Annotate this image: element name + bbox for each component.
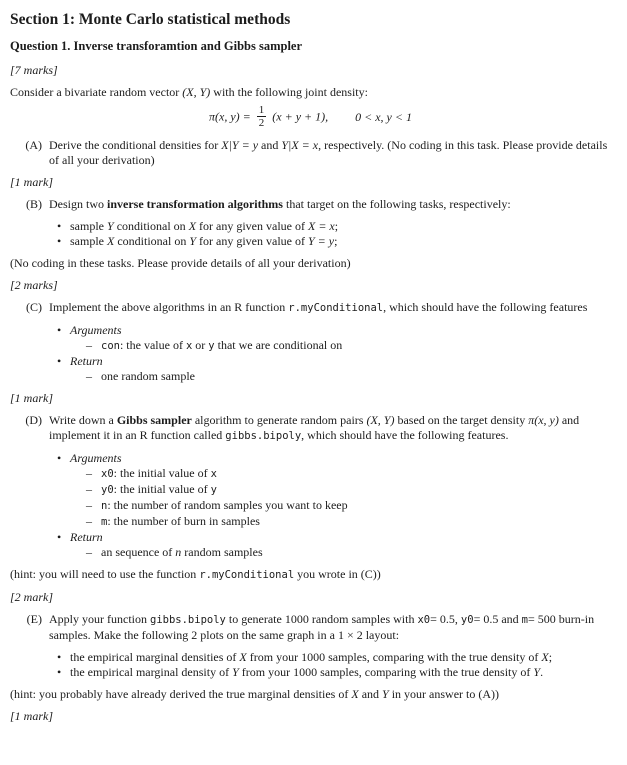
total-marks: [7 marks]	[10, 63, 58, 77]
part-b-bullet-1	[10, 219, 611, 234]
text-run: ;	[548, 650, 553, 664]
text-run: one random sample	[101, 369, 195, 383]
part-d-arg-m	[10, 514, 611, 530]
part-e-label: (E)	[26, 612, 42, 626]
text-run: for any given value of	[196, 219, 308, 233]
text-run: Y	[107, 219, 114, 233]
part-d-hint	[10, 567, 611, 583]
text-run: from your 1000 samples, comparing with the true density of	[246, 650, 542, 664]
text-run: x	[210, 468, 217, 480]
part-c-arguments-bullet	[10, 323, 611, 338]
fraction	[257, 104, 267, 129]
text-run: Derive the conditional densities for	[49, 138, 222, 152]
text-run: y	[208, 340, 215, 352]
text-run: , which should have the following features.	[301, 428, 509, 442]
part-e-text	[49, 612, 611, 643]
text-run: that target on the following tasks, respectively:	[282, 197, 511, 211]
intro-paragraph	[10, 85, 611, 100]
part-e-bullet-2	[10, 665, 611, 680]
text-run: Write down a	[49, 413, 117, 427]
text-run: x0	[417, 614, 431, 626]
part-c-return-desc-text	[101, 369, 195, 384]
part-d-arguments-label	[70, 451, 122, 466]
part-c-feature-list	[10, 323, 611, 384]
part-e-marks: [1 mark]	[10, 709, 54, 723]
text-run: conditional on	[114, 234, 190, 248]
part-c-item	[10, 300, 611, 316]
text-run: y0	[460, 614, 474, 626]
text-run: (X, Y)	[182, 85, 211, 99]
part-d-return-label	[70, 530, 103, 545]
text-run: y	[210, 484, 217, 496]
text-run: m	[101, 516, 108, 528]
text-run: and implement it in an R function called	[49, 413, 580, 442]
part-d-label: (D)	[25, 413, 42, 427]
text-run: X	[188, 219, 197, 233]
text-run: : the number of random samples you want to keep	[107, 498, 348, 512]
text-run: and	[258, 138, 282, 152]
text-run: Arguments	[70, 451, 122, 465]
part-c-label: (C)	[26, 300, 42, 314]
bullet-marker: •	[57, 354, 62, 368]
dash-marker: –	[86, 338, 92, 352]
part-d-arg-y0-text	[101, 482, 217, 498]
part-c-return-bullet	[10, 354, 611, 369]
part-b-marks: [2 marks]	[10, 278, 58, 292]
fraction-numerator: 1	[258, 104, 265, 116]
text-run: Arguments	[70, 323, 122, 337]
text-run: : the value of	[119, 338, 186, 352]
text-run: Y	[232, 665, 239, 679]
text-run: (No coding in these tasks. Please provide details of all your derivation)	[10, 256, 351, 270]
text-run: = 0.5,	[430, 612, 461, 626]
part-a-text	[49, 138, 611, 168]
text-run: X	[351, 687, 359, 701]
text-run: random samples	[181, 545, 263, 559]
text-run: : the initial value of	[113, 482, 211, 496]
joint-density-formula	[10, 104, 611, 129]
text-run: X	[107, 234, 115, 248]
text-run: or	[192, 338, 209, 352]
part-e-bullet-1-text	[70, 650, 552, 665]
part-d-marks: [2 mark]	[10, 590, 54, 604]
part-e-bullet-2-text	[70, 665, 543, 680]
text-run: X	[541, 650, 549, 664]
text-run: based on the target density	[394, 413, 529, 427]
part-c-arg-con	[10, 338, 611, 354]
text-run: Implement the above algorithms in an R function	[49, 300, 289, 314]
part-a-marks: [1 mark]	[10, 175, 54, 189]
text-run: X	[239, 650, 247, 664]
question-title: Question 1. Inverse transforamtion and Gibbs sampler	[10, 39, 303, 53]
text-run: , which should have the following features	[383, 300, 588, 314]
text-run: ;	[334, 219, 339, 233]
text-run: conditional on	[113, 219, 189, 233]
text-run: from your 1000 samples, comparing with the true density of	[238, 665, 534, 679]
text-run: .	[540, 665, 544, 679]
part-d-arg-n-text	[101, 498, 348, 514]
formula-lhs: π(x, y) =	[209, 109, 251, 124]
part-c-return-desc	[10, 369, 611, 384]
part-e-item	[10, 612, 611, 643]
text-run: X = x	[308, 219, 335, 233]
part-c-marks: [1 mark]	[10, 391, 54, 405]
text-run: the empirical marginal density of	[70, 665, 233, 679]
part-a-label: (A)	[25, 138, 42, 152]
dash-marker: –	[86, 498, 92, 512]
text-run: sample	[70, 219, 107, 233]
part-d-item	[10, 413, 611, 444]
part-d-arg-n	[10, 498, 611, 514]
part-b-bullet-2-text	[70, 234, 337, 249]
part-d-return-desc-text	[101, 545, 263, 560]
text-run: , respectively. (No coding in this task. Please provide details of all your derivation)	[49, 138, 608, 167]
text-run: con	[101, 340, 120, 352]
part-c-arguments-label	[70, 323, 122, 338]
fraction-denominator: 2	[258, 117, 265, 129]
text-run: gibbs.bipoly	[225, 430, 302, 442]
text-run: r.myConditional	[288, 302, 384, 314]
part-b-label: (B)	[26, 197, 42, 211]
dash-marker: –	[86, 466, 92, 480]
text-run: that we are conditional on	[214, 338, 343, 352]
text-run: inverse transformation algorithms	[107, 197, 283, 211]
text-run: ;	[334, 234, 338, 248]
text-run: r.myConditional	[199, 569, 295, 581]
part-d-arg-x0-text	[101, 466, 217, 482]
part-e-bullet-list	[10, 650, 611, 680]
part-b-bullet-list	[10, 219, 611, 249]
part-c-arg-con-text	[101, 338, 342, 354]
part-d-return-desc	[10, 545, 611, 560]
text-run: Y|X = x	[281, 138, 319, 152]
text-run: Return	[70, 530, 103, 544]
text-run: the empirical marginal densities of	[70, 650, 240, 664]
text-run: Y	[382, 687, 389, 701]
part-d-text	[49, 413, 611, 444]
text-run: (X, Y)	[366, 413, 395, 427]
text-run: to generate 1000 random samples with	[225, 612, 418, 626]
part-a-item	[10, 138, 611, 168]
text-run: algorithm to generate random pairs	[191, 413, 367, 427]
text-run: in your answer to (A))	[388, 687, 500, 701]
text-run: (hint: you probably have already derived the true marginal densities of	[10, 687, 352, 701]
part-d-arguments-bullet	[10, 451, 611, 466]
dash-marker: –	[86, 545, 92, 559]
bullet-marker: •	[57, 219, 62, 233]
text-run: an sequence of	[101, 545, 176, 559]
part-d-feature-list	[10, 451, 611, 560]
text-run: n	[101, 500, 108, 512]
formula-domain: 0 < x, y < 1	[355, 109, 412, 124]
text-run: x0	[101, 468, 114, 480]
text-run: with the following joint density:	[210, 85, 368, 99]
part-e-hint	[10, 687, 611, 702]
text-run: Consider a bivariate random vector	[10, 85, 183, 99]
formula-rhs: (x + y + 1),	[272, 109, 329, 124]
text-run: for any given value of	[196, 234, 308, 248]
part-d-arg-y0	[10, 482, 611, 498]
part-b-bullet-2	[10, 234, 611, 249]
part-b-bullet-1-text	[70, 219, 338, 234]
part-d-arg-m-text	[101, 514, 260, 530]
text-run: you wrote in (C))	[294, 567, 381, 581]
text-run: and	[358, 687, 383, 701]
part-c-text	[49, 300, 611, 316]
text-run: x	[185, 340, 193, 352]
text-run: m	[521, 614, 528, 626]
text-run: = 0.5 and	[473, 612, 522, 626]
text-run: gibbs.bipoly	[150, 614, 226, 626]
dash-marker: –	[86, 514, 92, 528]
text-run: Y = y	[308, 234, 335, 248]
dash-marker: –	[86, 369, 92, 383]
section-title: Section 1: Monte Carlo statistical methods	[10, 11, 291, 28]
text-run: Y	[533, 665, 541, 679]
bullet-marker: •	[57, 530, 62, 544]
text-run: Y	[189, 234, 197, 248]
part-d-return-bullet	[10, 530, 611, 545]
bullet-marker: •	[57, 323, 62, 337]
part-b-item	[10, 197, 611, 212]
bullet-marker: •	[57, 650, 62, 664]
part-b-text	[49, 197, 611, 212]
bullet-marker: •	[57, 665, 62, 679]
text-run: : the initial value of	[113, 466, 211, 480]
bullet-marker: •	[57, 234, 62, 248]
dash-marker: –	[86, 482, 92, 496]
text-run: : the number of burn in samples	[107, 514, 260, 528]
text-run: y0	[101, 484, 114, 496]
text-run: Return	[70, 354, 103, 368]
text-run: Apply your function	[49, 612, 150, 626]
part-c-return-label	[70, 354, 103, 369]
text-run: (hint: you will need to use the function	[10, 567, 200, 581]
text-run: sample	[70, 234, 107, 248]
text-run: π(x, y)	[528, 413, 559, 427]
text-run: Design two	[49, 197, 107, 211]
text-run: n	[175, 545, 182, 559]
text-run: X|Y = y	[221, 138, 259, 152]
text-run: Gibbs sampler	[116, 413, 192, 427]
text-run: = 500 burn-in samples. Make the following 2 plots on the same graph in a 1 × 2 layout:	[49, 612, 595, 642]
part-d-arg-x0	[10, 466, 611, 482]
no-coding-note	[10, 256, 611, 271]
bullet-marker: •	[57, 451, 62, 465]
part-e-bullet-1	[10, 650, 611, 665]
